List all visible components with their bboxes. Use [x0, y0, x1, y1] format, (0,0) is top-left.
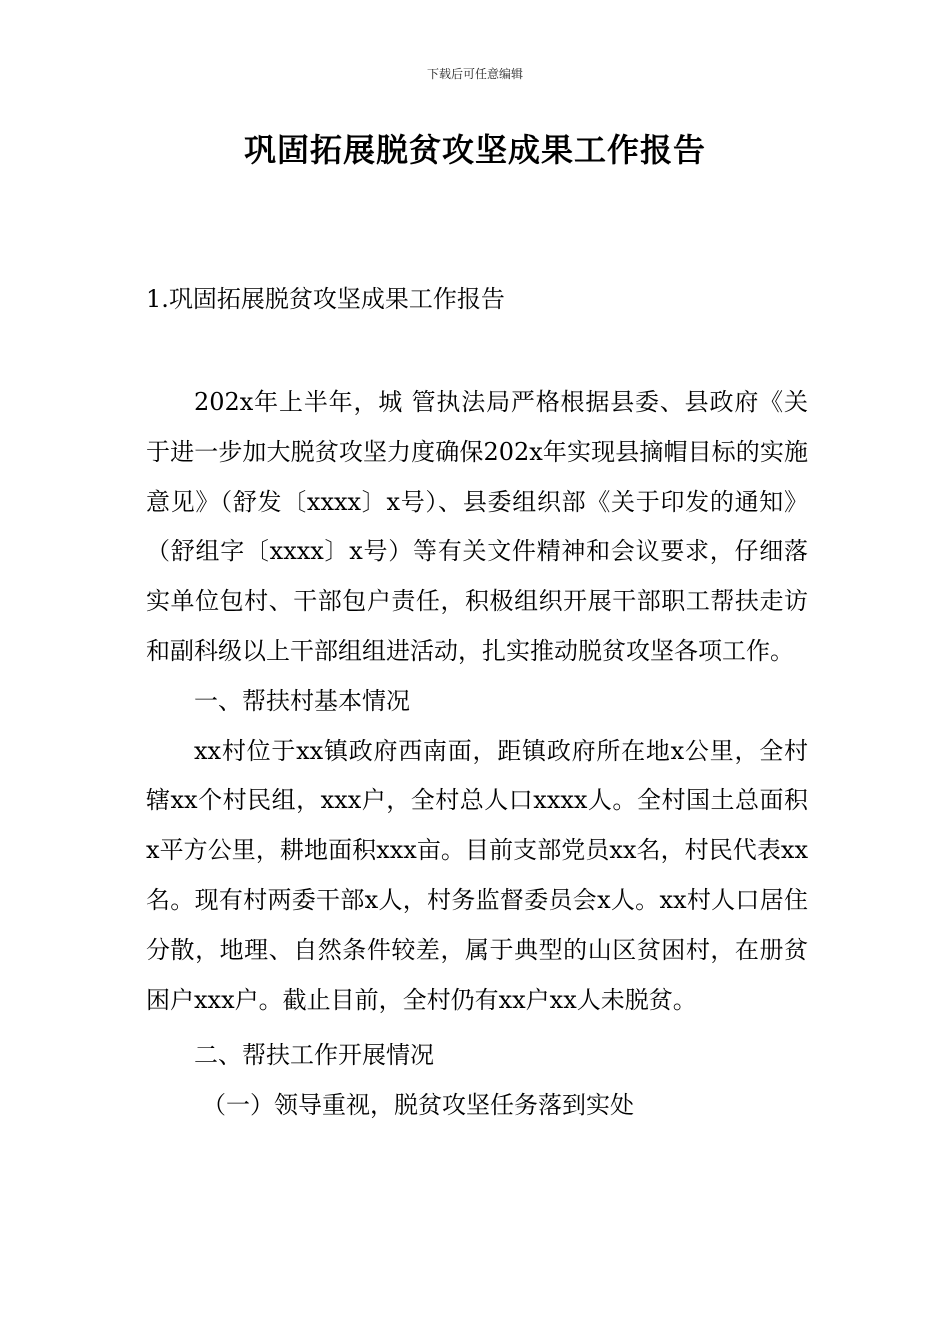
- document-title: 巩固拓展脱贫攻坚成果工作报告: [243, 131, 706, 169]
- village-paragraph: xx村位于xx镇政府西南面，距镇政府所在地x公里，全村辖xx个村民组，xxx户，全村总人口xxxx人。全村国土总面积x平方公里，耕地面积xxx亩。目前支部党员xx名，村民代表xx名。现有村两委干部x人，村务监督委员会x人。xx村人口居住分散，地理、自然条件较差，属于典型的山区贫困村，在册贫困户xxx户。截止目前，全村仍有xx户xx人未脱贫。: [146, 736, 808, 1014]
- section-heading: 1.巩固拓展脱贫攻坚成果工作报告: [146, 285, 505, 313]
- heading-aid-work: 二、帮扶工作开展情况: [194, 1041, 434, 1070]
- document-body: [146, 378, 808, 1131]
- intro-paragraph: 202x年上半年，城 管执法局严格根据县委、县政府《关于进一步加大脱贫攻坚力度确保202x年实现县摘帽目标的实施意见》（舒发〔xxxx〕x号）、县委组织部《关于印发的通知》（舒组字〔xxxx〕x号）等有关文件精神和会议要求，仔细落实单位包村、干部包户责任，积极组织开展干部职工帮扶走访和副科级以上干部组组进活动，扎实推动脱贫攻坚各项工作。: [146, 388, 808, 665]
- heading-leadership: （一）领导重视，脱贫攻坚任务落到实处: [202, 1091, 634, 1120]
- header-note: 下载后可任意编辑: [426, 67, 523, 81]
- heading-village-basics: 一、帮扶村基本情况: [194, 686, 410, 715]
